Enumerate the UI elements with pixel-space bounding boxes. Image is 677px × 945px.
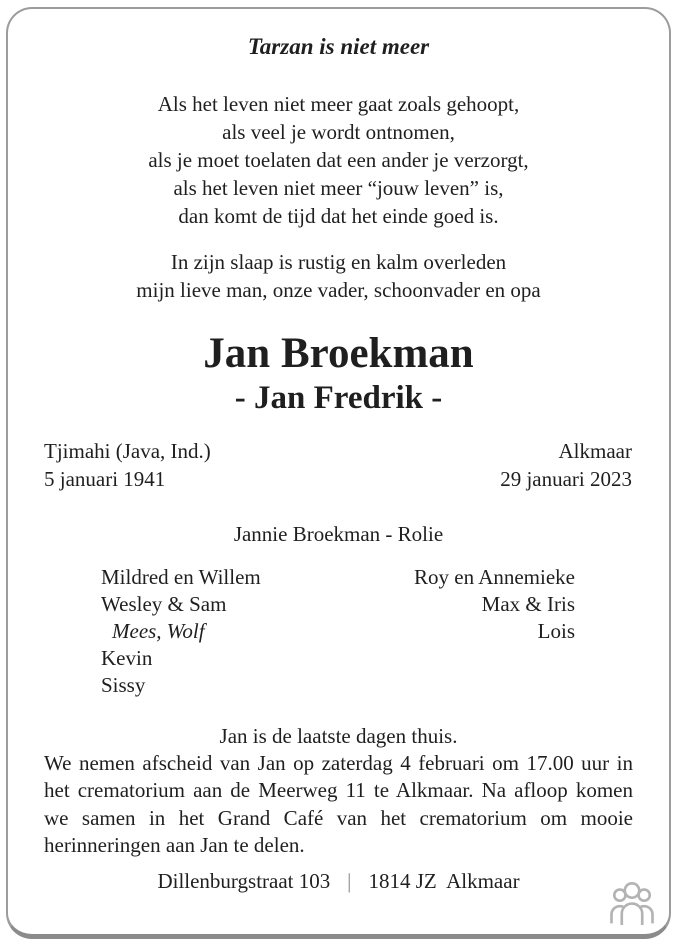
death-info <box>500 437 632 493</box>
poem-line: Als het leven niet meer gaat zoals gehoopt, <box>157 92 520 116</box>
home-notice: Jan is de laatste dagen thuis. <box>219 724 458 748</box>
poem-line: als veel je wordt ontnomen, <box>222 120 455 144</box>
death-date: 29 januari 2023 <box>500 467 632 491</box>
ceremony-paragraph: We nemen afscheid van Jan op zaterdag 4 februari om 17.00 uur in het crematorium aan de Meerweg 11 te Alkmaar. Na afloop komen we samen in het Grand Café van het crematorium om mooie herinneringen aan Jan te delen. <box>44 751 633 858</box>
address-separator: | <box>348 868 351 893</box>
poem-line: als het leven niet meer “jouw leven” is, <box>173 176 504 200</box>
birth-info <box>44 437 211 493</box>
family-member: Kevin <box>101 646 153 670</box>
family-list <box>8 564 669 699</box>
family-member: Roy en Annemieke <box>414 565 575 589</box>
family-member: Mees, Wolf <box>112 619 205 643</box>
death-announcement <box>8 248 669 304</box>
poem <box>8 90 669 230</box>
family-member: Max & Iris <box>481 592 575 616</box>
family-member: Wesley & Sam <box>101 592 227 616</box>
obituary-card <box>6 7 671 939</box>
deceased-name: Jan Broekman <box>203 330 474 377</box>
family-member: Mildred en Willem <box>101 565 261 589</box>
death-announcement-line: mijn lieve man, onze vader, schoonvader en opa <box>136 278 541 302</box>
address-postal-city: 1814 JZ Alkmaar <box>368 868 520 893</box>
death-place: Alkmaar <box>558 439 632 463</box>
poem-line: dan komt de tijd dat het einde goed is. <box>178 204 499 228</box>
spouse-name: Jannie Broekman - Rolie <box>233 522 444 546</box>
family-logo-icon <box>608 880 656 925</box>
deceased-alt-name: - Jan Fredrik - <box>234 380 443 416</box>
birth-date: 5 januari 1941 <box>44 467 166 491</box>
family-column-right <box>338 564 575 699</box>
poem-line: als je moet toelaten dat een ander je verzorgt, <box>148 148 529 172</box>
family-column-left <box>101 564 338 699</box>
address-line <box>8 867 669 895</box>
family-member: Lois <box>537 619 575 643</box>
birth-death-row <box>8 437 669 493</box>
address-street: Dillenburgstraat 103 <box>157 868 331 893</box>
title-quote: Tarzan is niet meer <box>247 34 430 59</box>
death-announcement-line: In zijn slaap is rustig en kalm overleden <box>170 250 507 274</box>
family-member: Sissy <box>101 673 146 697</box>
birth-place: Tjimahi (Java, Ind.) <box>44 439 211 463</box>
